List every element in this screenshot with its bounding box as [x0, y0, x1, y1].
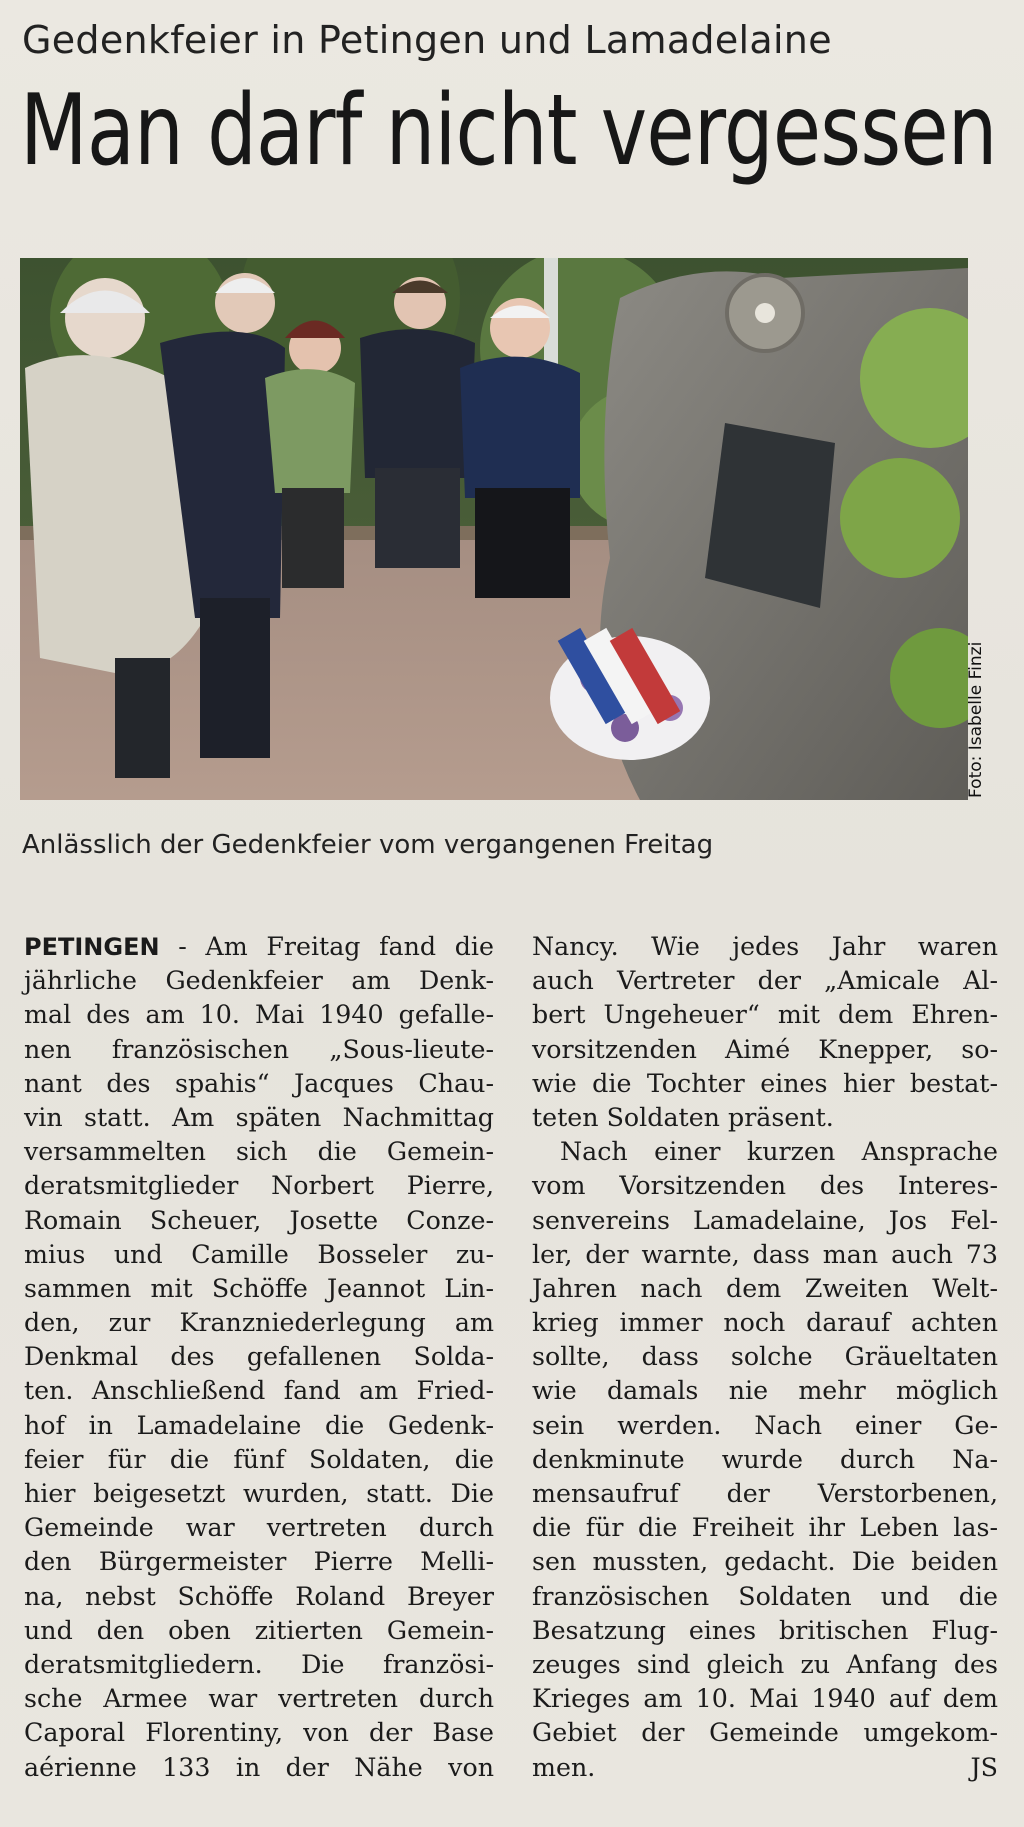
photo-credit: Foto: Isabelle Finzi [966, 641, 986, 798]
article-line: die für die Freiheit ihr Leben las- [532, 1513, 998, 1543]
article-line: nen französischen „Sous-lieute- [24, 1034, 494, 1064]
article-line: den, zur Kranzniederlegung am [24, 1308, 494, 1338]
photo-caption: Anlässlich der Gedenkfeier vom vergangenen Freitag [22, 830, 714, 860]
article-line: aérienne 133 in der Nähe von [24, 1752, 494, 1782]
article-line: feier für die fünf Soldaten, die [24, 1444, 494, 1474]
article-line: wie damals nie mehr möglich [532, 1376, 998, 1406]
article-line: den Bürgermeister Pierre Melli- [24, 1547, 494, 1577]
article-line: zeuges sind gleich zu Anfang des [532, 1649, 998, 1679]
article-line: mius und Camille Bosseler zu- [24, 1239, 494, 1269]
article-line: senvereins Lamadelaine, Jos Fel- [532, 1205, 998, 1235]
kicker: Gedenkfeier in Petingen und Lamadelaine [22, 18, 832, 62]
article-line: na, nebst Schöffe Roland Breyer [24, 1581, 494, 1611]
article-line: deratsmitgliedern. Die französi- [24, 1649, 494, 1679]
article-line: ten. Anschließend fand am Fried- [24, 1376, 494, 1406]
article-line: krieg immer noch darauf achten [532, 1308, 998, 1338]
author-signature: JS [970, 1752, 998, 1782]
article-line: Krieges am 10. Mai 1940 auf dem [532, 1684, 998, 1714]
article-line: vorsitzenden Aimé Knepper, so- [532, 1034, 998, 1064]
article-line: Denkmal des gefallenen Solda- [24, 1342, 494, 1372]
article-line: Nancy. Wie jedes Jahr waren [532, 932, 998, 961]
article-line: - Am Freitag fand die [159, 932, 494, 961]
article-line: Nach einer kurzen Ansprache [560, 1137, 998, 1167]
article-line: hof in Lamadelaine die Gedenk- [24, 1410, 494, 1440]
article-line: sein werden. Nach einer Ge- [532, 1410, 998, 1440]
article-line: ler, der warnte, dass man auch 73 [532, 1239, 998, 1269]
article-line: deratsmitglieder Norbert Pierre, [24, 1171, 494, 1201]
memorial-scene-illustration [20, 258, 968, 800]
article-line: nant des spahis“ Jacques Chau- [24, 1068, 494, 1098]
article-line: versammelten sich die Gemein- [24, 1137, 494, 1167]
article-line: Besatzung eines britischen Flug- [532, 1615, 998, 1645]
article-line: teten Soldaten präsent. [532, 1102, 834, 1132]
article-line: mensaufruf der Verstorbenen, [532, 1479, 998, 1508]
article-line: sen mussten, gedacht. Die beiden [532, 1547, 998, 1577]
article-line: Jahren nach dem Zweiten Welt- [532, 1273, 998, 1303]
headline: Man darf nicht vergessen [20, 74, 997, 188]
article-line: vom Vorsitzenden des Interes- [532, 1171, 998, 1201]
article-line: mal des am 10. Mai 1940 gefalle- [24, 1000, 494, 1030]
article-line: sollte, dass solche Gräueltaten [532, 1342, 998, 1372]
article-line: französischen Soldaten und die [532, 1581, 998, 1611]
article-line: bert Ungeheuer“ mit dem Ehren- [532, 1000, 998, 1030]
article-column-right [532, 930, 998, 1785]
article-line: sammen mit Schöffe Jeannot Lin- [24, 1273, 494, 1303]
article-line: vin statt. Am späten Nachmittag [24, 1102, 494, 1132]
article-line: Caporal Florentiny, von der Base [24, 1718, 494, 1748]
article-column-left [24, 930, 494, 1785]
article-photo [20, 258, 968, 800]
article-line: Romain Scheuer, Josette Conze- [24, 1205, 494, 1235]
article-line: jährliche Gedenkfeier am Denk- [24, 966, 494, 996]
article-line: auch Vertreter der „Amicale Al- [532, 966, 998, 996]
dateline: PETINGEN [24, 933, 160, 961]
article-line: Gebiet der Gemeinde umgekom- [532, 1718, 998, 1748]
article-line: Gemeinde war vertreten durch [24, 1513, 494, 1543]
article-line: men. [532, 1752, 596, 1782]
article-line: wie die Tochter eines hier bestat- [532, 1068, 998, 1098]
article-line: hier beigesetzt wurden, statt. Die [24, 1479, 494, 1508]
article-line: denkminute wurde durch Na- [532, 1444, 998, 1474]
article-line: sche Armee war vertreten durch [24, 1684, 494, 1714]
article-line: und den oben zitierten Gemein- [24, 1615, 494, 1645]
